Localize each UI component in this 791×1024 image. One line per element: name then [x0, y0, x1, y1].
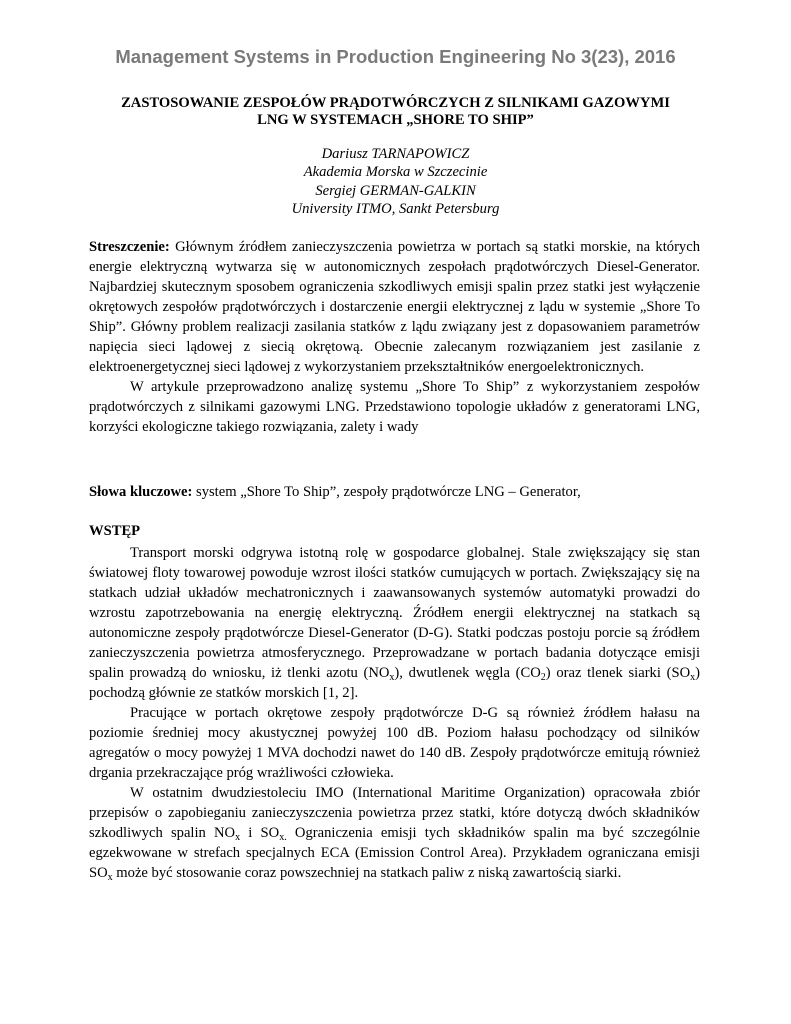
text-run: ), dwutlenek węgla (CO [394, 665, 541, 681]
subscript: x [690, 672, 696, 683]
text-run: i SO [240, 825, 280, 841]
keywords-text: system „Shore To Ship”, zespoły prądotwórcze LNG – Generator, [192, 484, 581, 500]
text-run: ) pochodzą głównie ze statków morskich [1, 2]. [89, 665, 700, 701]
author-name: Sergiej GERMAN-GALKIN [315, 182, 476, 199]
keywords-paragraph [89, 482, 700, 502]
abstract [89, 237, 700, 437]
intro-paragraph [89, 543, 700, 703]
subscript: x. [279, 832, 287, 843]
author-affiliation: Akademia Morska w Szczecinie [303, 164, 488, 181]
journal-header: Management Systems in Production Engineering No 3(23), 2016 [115, 46, 676, 67]
article-title [80, 95, 711, 129]
keywords [89, 482, 700, 502]
text-run: W ostatnim dwudziestoleciu IMO (International Maritime Organization) opracowała zbiór przepisów o zapobieganiu zanieczyszczenia powietrza przez statki, które dotyczą dwóch składników szkodliwych spalin NO [89, 785, 700, 841]
intro-paragraph [89, 783, 700, 883]
abstract-label: Streszczenie: [89, 239, 170, 255]
introduction [89, 543, 700, 883]
subscript: x [235, 832, 241, 843]
text-run: ) oraz tlenek siarki (SO [545, 665, 691, 681]
intro-paragraph: Pracujące w portach okrętowe zespoły prądotwórcze D-G są również źródłem hałasu na poziomie średniej mocy akustycznej powyżej 100 dB. Poziom hałasu pochodzący od silników agregatów o mocy powyżej 1 MVA dochodzi nawet do 140 dB. Zespoły prądotwórcze emitują również drgania przekraczające próg wrażliwości człowieka. [89, 705, 700, 781]
subscript: x [389, 672, 395, 683]
abstract-paragraph [89, 237, 700, 377]
abstract-text: Głównym źródłem zanieczyszczenia powietrza w portach są statki morskie, na których energie elektryczną wytwarza się w autonomicznych zespołach prądotwórczych Diesel-Generator. Najbardziej skutecznym sposobem ograniczenia szkodliwych emisji spalin przez statki jest wyłączenie okrętowych zespołów prądotwórczych i dostarczenie energii elektrycznej z lądu w systemie „Shore To Ship”. Główny problem realizacji zasilania statków z lądu związany jest z dopasowaniem parametrów napięcia sieci lądowej z siecią okrętową. Obecnie zalecanym rozwiązaniem jest zasilanie z elektroenergetycznej sieci lądowej z wykorzystaniem przekształtników energoelektronicznych. [89, 239, 700, 375]
section-heading: WSTĘP [89, 523, 141, 539]
text-run: Ograniczenia emisji tych składników spalin ma być szczególnie egzekwowane w strefach specjalnych ECA (Emission Control Area). Przykładem ograniczana emisji SO [89, 825, 700, 881]
keywords-label: Słowa kluczowe: [89, 484, 193, 500]
subscript: x [107, 872, 113, 883]
abstract-paragraph: W artykule przeprowadzono analizę systemu „Shore To Ship” z wykorzystaniem zespołów prądotwórczych z silnikami gazowymi LNG. Przedstawiono topologie układów z generatorami LNG, korzyści ekologiczne takiego rozwiązania, zalety i wady [89, 379, 700, 435]
text-run: Transport morski odgrywa istotną rolę w gospodarce globalnej. Stale zwiększający się stan światowej floty towarowej powoduje wzrost ilości statków cumujących w portach. Zwiększający się na statkach udział układów mechatronicznych i zaawansowanych systemów automatyki prowadzi do wzrostu zapotrzebowania na energię elektryczną. Źródłem energii elektrycznej na statkach są autonomiczne zespoły prądotwórcze Diesel-Generator (D-G). Statki podczas postoju porcie są źródłem zanieczyszczenia powietrza atmosferycznego. Przeprowadzane w portach badania dotyczące emisji spalin prowadzą do wniosku, iż tlenki azotu (NO [89, 545, 700, 681]
title-line-2: LNG W SYSTEMACH „SHORE TO SHIP” [257, 112, 534, 128]
author-affiliation: University ITMO, Sankt Petersburg [291, 200, 500, 217]
author-name: Dariusz TARNAPOWICZ [321, 146, 470, 162]
title-line-1: ZASTOSOWANIE ZESPOŁÓW PRĄDOTWÓRCZYCH Z SILNIKAMI GAZOWYMI [121, 95, 670, 111]
author-block [80, 145, 711, 218]
subscript: 2 [540, 672, 546, 683]
text-run: może być stosowanie coraz powszechniej na statkach paliw z niską zawartością siarki. [112, 865, 622, 881]
